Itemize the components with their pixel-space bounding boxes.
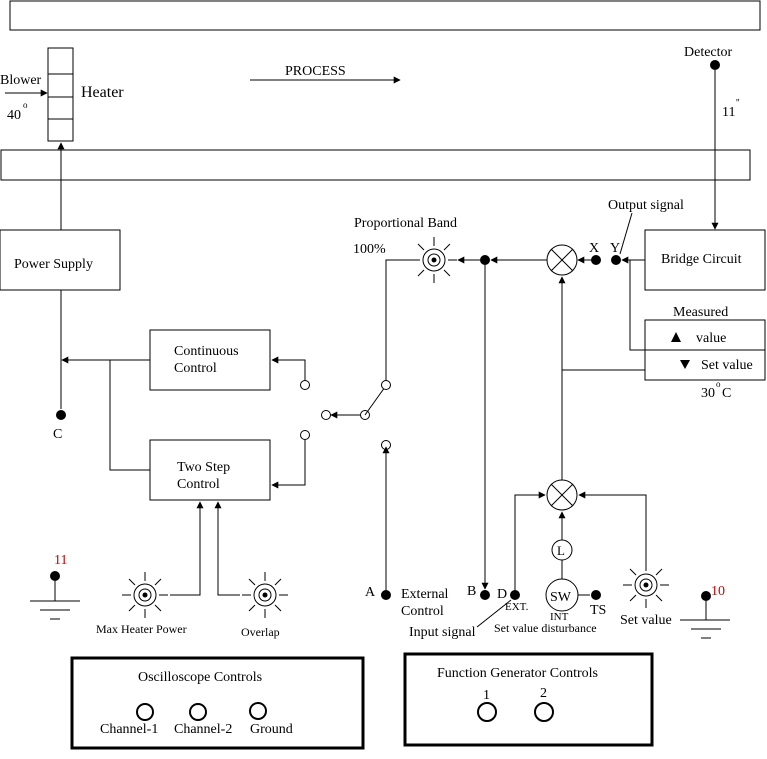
detector-distance: 11 xyxy=(722,105,736,120)
proportional-band-knob[interactable] xyxy=(411,237,457,283)
summing-junction-bottom xyxy=(547,480,577,510)
sw-switch-label: SW xyxy=(550,590,571,605)
mode-selector-switch[interactable] xyxy=(272,360,391,485)
power-supply-label: Power Supply xyxy=(14,257,93,272)
process-label: PROCESS xyxy=(285,64,346,79)
terminal-c-label: C xyxy=(53,427,63,442)
fg-channel-1-button[interactable] xyxy=(478,703,496,721)
fg-channel-2-button[interactable] xyxy=(535,703,553,721)
detector-distance-mark: '' xyxy=(736,98,740,109)
terminal-a-label: A xyxy=(365,585,376,600)
external-control-label-1: External xyxy=(401,587,449,602)
terminal-d-label: D xyxy=(497,587,508,602)
two-step-to-power-wire xyxy=(110,360,150,470)
continuous-control-box xyxy=(150,330,270,390)
output-signal-leader xyxy=(620,213,632,254)
proportional-band-value: 100% xyxy=(353,242,386,257)
band-to-selector-wire xyxy=(386,260,416,381)
two-step-control-label-2: Control xyxy=(177,477,220,492)
measured-to-y-wire xyxy=(630,260,645,350)
terminal-10[interactable] xyxy=(701,591,711,601)
two-step-control-label-1: Two Step xyxy=(177,460,231,475)
terminal-ts-label: TS xyxy=(590,603,607,618)
setpoint-degree: o xyxy=(716,379,721,389)
terminal-11[interactable] xyxy=(50,571,60,581)
terminal-c[interactable] xyxy=(56,410,66,420)
l-node-label: L xyxy=(557,543,565,558)
terminal-10-label: 10 xyxy=(711,584,725,599)
set-knob-to-lower-sum-wire xyxy=(579,495,646,570)
continuous-control-label-2: Control xyxy=(174,361,217,376)
oscilloscope-title: Oscilloscope Controls xyxy=(138,670,263,685)
setpoint-temperature: 30 xyxy=(701,386,715,401)
inlet-temperature: 40 xyxy=(7,108,21,123)
terminal-b-label: B xyxy=(467,584,477,599)
terminal-y-label: Y xyxy=(610,241,621,256)
heater-element xyxy=(48,48,73,141)
proportional-band-label: Proportional Band xyxy=(354,216,458,231)
fg-channel-1-label: 1 xyxy=(483,688,490,703)
channel-1-button[interactable] xyxy=(137,704,153,720)
overlap-knob[interactable] xyxy=(242,572,288,618)
ground-label: Ground xyxy=(250,722,293,737)
input-signal-label: Input signal xyxy=(409,625,476,640)
terminal-x[interactable] xyxy=(591,255,601,265)
external-control-label-2: Control xyxy=(401,604,444,619)
terminal-d[interactable] xyxy=(510,590,520,600)
channel-2-button[interactable] xyxy=(190,704,206,720)
ground-button[interactable] xyxy=(250,703,266,719)
heater-label: Heater xyxy=(81,84,124,101)
terminal-a[interactable] xyxy=(381,590,391,600)
measured-label: Measured xyxy=(673,305,729,320)
function-generator-title: Function Generator Controls xyxy=(437,666,598,681)
bridge-circuit-label: Bridge Circuit xyxy=(661,252,742,267)
terminal-x-label: X xyxy=(589,241,600,256)
channel-1-label: Channel-1 xyxy=(100,722,159,737)
set-value-disturbance-label: Set value disturbance xyxy=(494,621,597,635)
terminal-b[interactable] xyxy=(480,590,490,600)
ground-10-icon xyxy=(680,601,730,638)
sw-int-label: INT xyxy=(550,611,569,623)
output-signal-label: Output signal xyxy=(608,198,684,213)
detector-label: Detector xyxy=(684,45,733,60)
set-value-knob-label: Set value xyxy=(620,613,672,628)
set-value-knob[interactable] xyxy=(623,562,669,608)
max-power-to-two-step-wire xyxy=(170,502,200,595)
detector-terminal[interactable] xyxy=(710,60,720,70)
channel-2-label: Channel-2 xyxy=(174,722,233,737)
terminal-y[interactable] xyxy=(611,255,621,265)
duct-top-wall xyxy=(10,1,760,30)
terminal-11-label: 11 xyxy=(54,553,68,568)
max-heater-power-knob[interactable] xyxy=(122,572,168,618)
blower-label: Blower xyxy=(0,73,42,88)
fg-channel-2-label: 2 xyxy=(540,686,547,701)
overlap-label: Overlap xyxy=(241,625,280,639)
setpoint-unit: C xyxy=(722,386,732,401)
duct-bottom-wall xyxy=(1,150,750,180)
d-to-lower-sum-wire xyxy=(515,495,545,595)
max-heater-power-label: Max Heater Power xyxy=(96,622,187,636)
terminal-ext-label: EXT. xyxy=(505,601,529,613)
overlap-to-two-step-wire xyxy=(218,502,240,595)
set-value-row-label: Set value xyxy=(701,358,753,373)
ground-11-icon xyxy=(30,581,80,619)
measured-value-label: value xyxy=(696,331,727,346)
continuous-control-label-1: Continuous xyxy=(174,344,239,359)
summing-junction-top xyxy=(547,245,577,275)
terminal-ts[interactable] xyxy=(591,590,601,600)
inlet-temperature-degree: o xyxy=(23,100,28,110)
